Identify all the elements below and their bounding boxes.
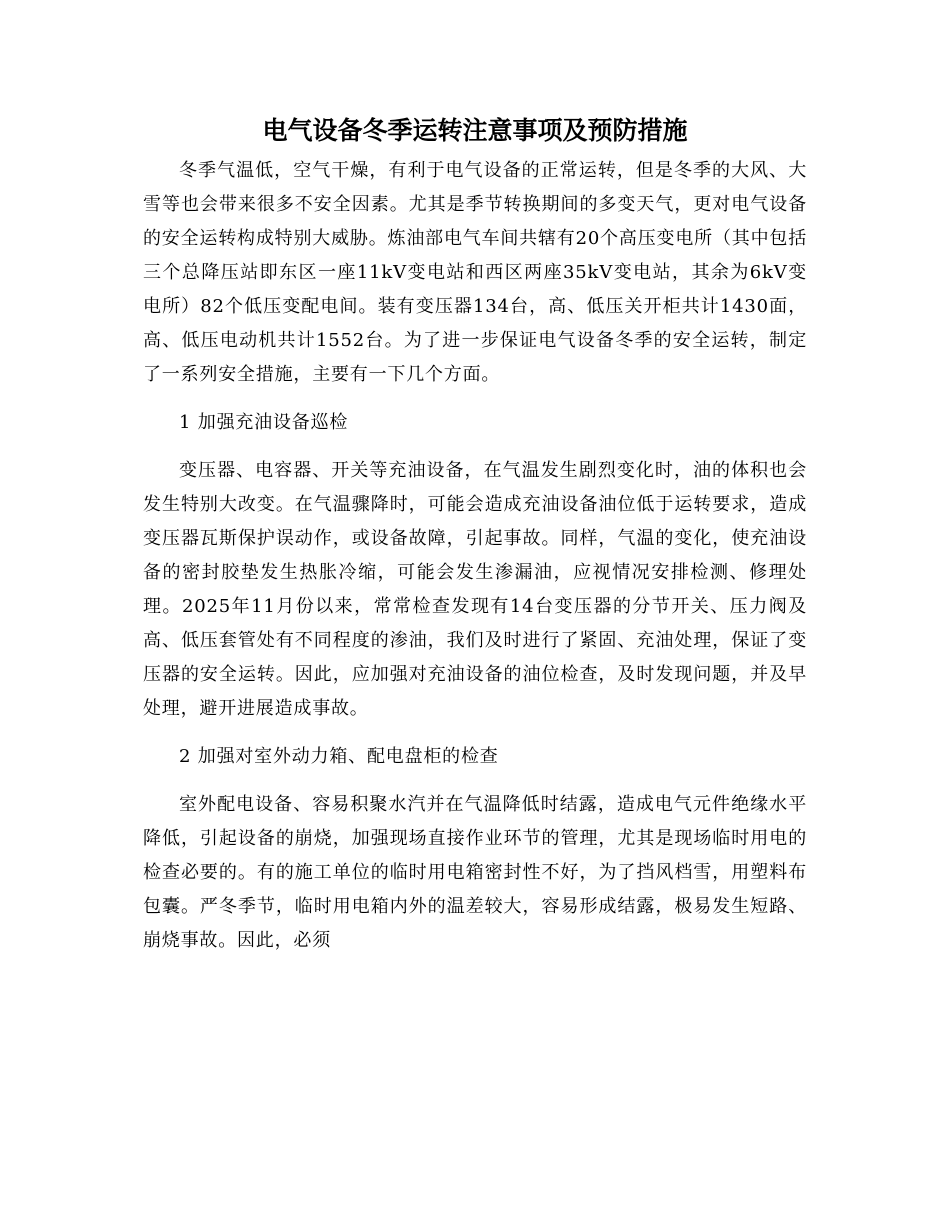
document-page: [143, 110, 807, 958]
intro-paragraph: 冬季气温低，空气干燥，有利于电气设备的正常运转，但是冬季的大风、大雪等也会带来很多不安全因素。尤其是季节转换期间的多变天气，更对电气设备的安全运转构成特别大威胁。炼油部电气车间共辖有20个高压变电所（其中包括三个总降压站即东区一座11kV变电站和西区两座35kV变电站，其余为6kV变电所）82个低压变配电间。装有变压器134台，高、低压关开柜共计1430面，高、低压电动机共计1552台。为了进一步保证电气设备冬季的安全运转，制定了一系列安全措施，主要有一下几个方面。: [143, 160, 807, 385]
section-2-heading: 2 加强对室外动力箱、配电盘柜的检查: [179, 746, 499, 767]
document-title: 电气设备冬季运转注意事项及预防措施: [262, 116, 688, 145]
section-2-paragraph: 室外配电设备、容易积聚水汽并在气温降低时结露，造成电气元件绝缘水平降低，引起设备的崩烧，加强现场直接作业环节的管理，尤其是现场临时用电的检查必要的。有的施工单位的临时用电箱密封性不好，为了挡风档雪，用塑料布包囊。严冬季节，临时用电箱内外的温差较大，容易形成结露，极易发生短路、崩烧事故。因此，必须: [143, 794, 807, 951]
section-1-paragraph: 变压器、电容器、开关等充油设备，在气温发生剧烈变化时，油的体积也会发生特别大改变。在气温骤降时，可能会造成充油设备油位低于运转要求，造成变压器瓦斯保护误动作，或设备故障，引起事故。同样，气温的变化，使充油设备的密封胶垫发生热胀冷缩，可能会发生渗漏油，应视情况安排检测、修理处理。2025年11月份以来，常常检查发现有14台变压器的分节开关、压力阀及高、低压套管处有不同程度的渗油，我们及时进行了紧固、充油处理，保证了变压器的安全运转。因此，应加强对充油设备的油位检查，及时发现问题，并及早处理，避开进展造成事故。: [143, 460, 807, 719]
section-1-heading: 1 加强充油设备巡检: [179, 412, 349, 433]
